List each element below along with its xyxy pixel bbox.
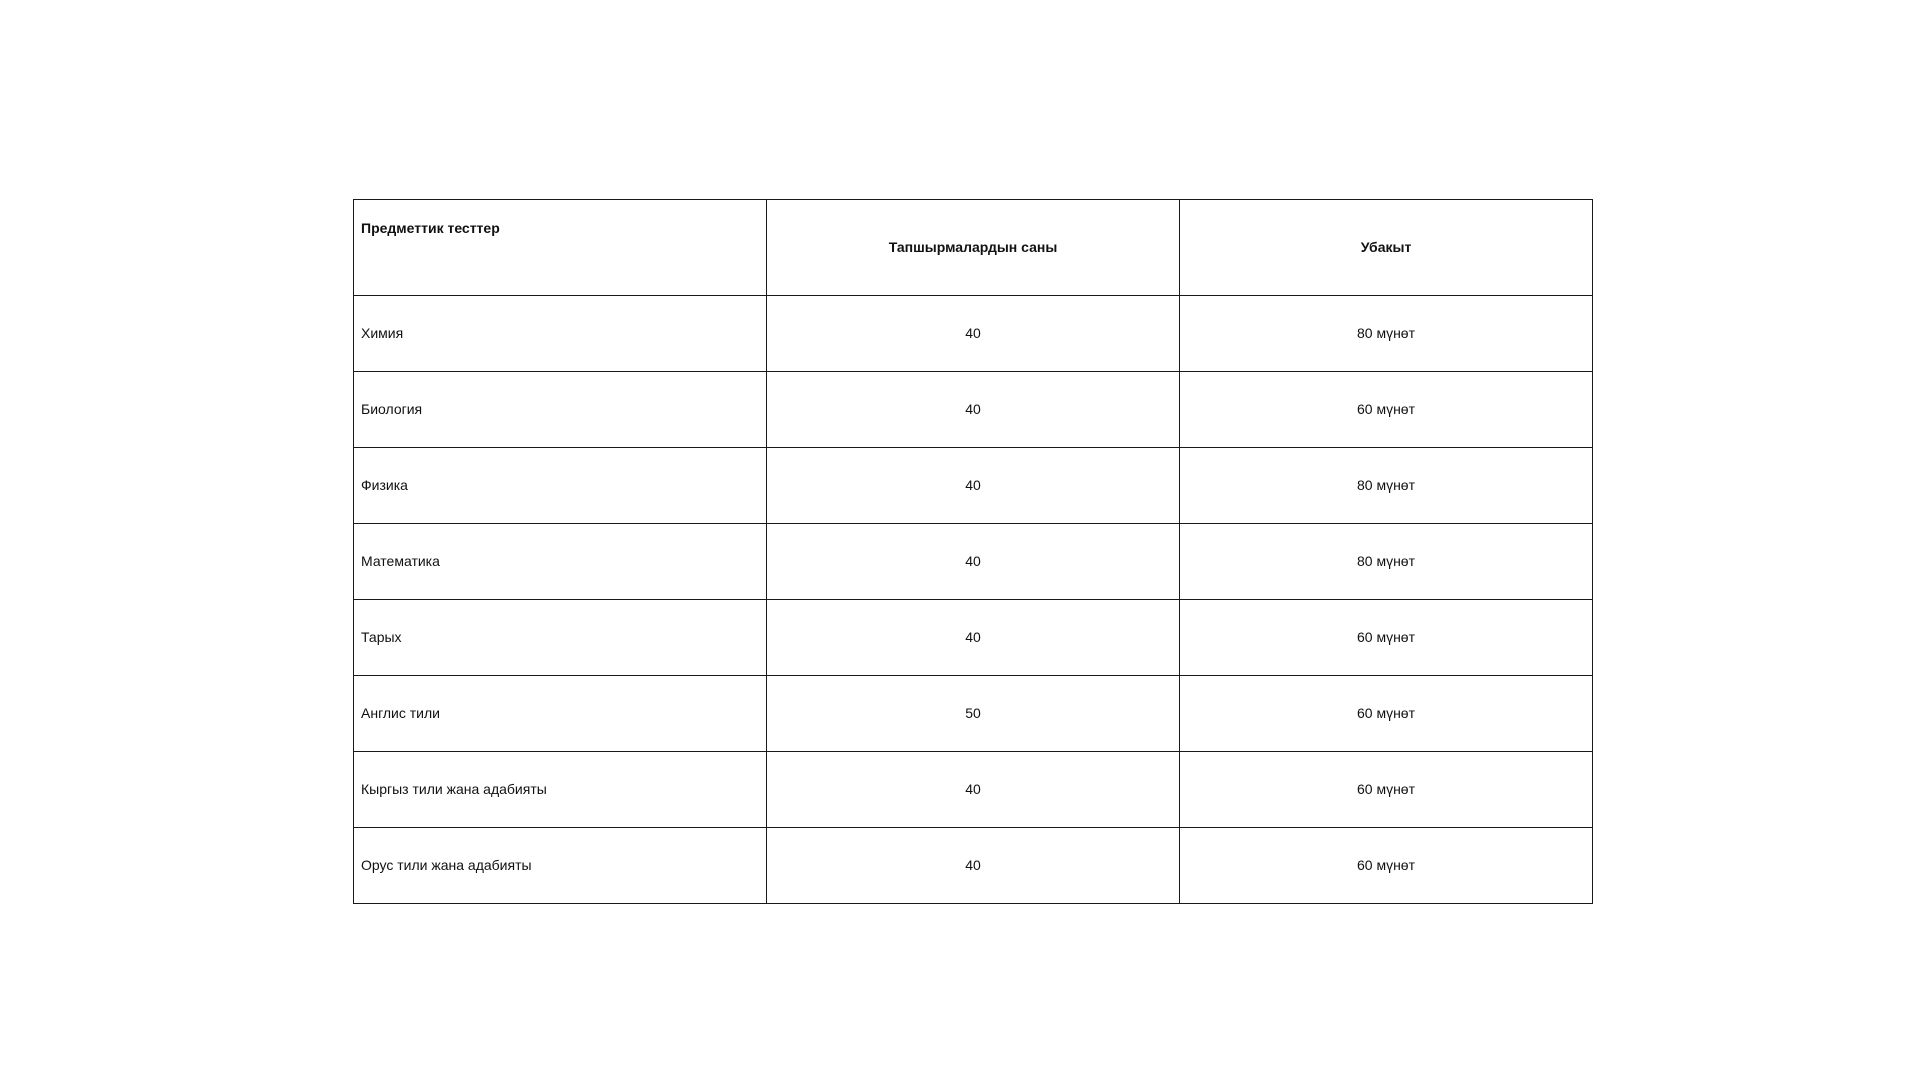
task-count: 40 bbox=[767, 372, 1180, 448]
subject-name: Англис тили bbox=[354, 676, 767, 752]
time-value: 80 мүнөт bbox=[1180, 448, 1593, 524]
task-count: 40 bbox=[767, 752, 1180, 828]
time-value: 60 мүнөт bbox=[1180, 828, 1593, 904]
table-row bbox=[354, 372, 1593, 448]
subject-name: Физика bbox=[354, 448, 767, 524]
table-header-row bbox=[354, 200, 1593, 296]
subject-name: Математика bbox=[354, 524, 767, 600]
table-row bbox=[354, 296, 1593, 372]
subject-name: Биология bbox=[354, 372, 767, 448]
subject-name: Химия bbox=[354, 296, 767, 372]
table-row bbox=[354, 752, 1593, 828]
time-value: 60 мүнөт bbox=[1180, 752, 1593, 828]
header-task-count: Тапшырмалардын саны bbox=[767, 200, 1180, 296]
task-count: 50 bbox=[767, 676, 1180, 752]
task-count: 40 bbox=[767, 828, 1180, 904]
table-row bbox=[354, 448, 1593, 524]
time-value: 60 мүнөт bbox=[1180, 600, 1593, 676]
table-row bbox=[354, 600, 1593, 676]
table-row bbox=[354, 676, 1593, 752]
table-row bbox=[354, 828, 1593, 904]
table-row bbox=[354, 524, 1593, 600]
subject-tests-table bbox=[353, 199, 1593, 904]
task-count: 40 bbox=[767, 600, 1180, 676]
time-value: 60 мүнөт bbox=[1180, 676, 1593, 752]
task-count: 40 bbox=[767, 296, 1180, 372]
time-value: 80 мүнөт bbox=[1180, 296, 1593, 372]
subject-name: Тарых bbox=[354, 600, 767, 676]
subject-name: Кыргыз тили жана адабияты bbox=[354, 752, 767, 828]
time-value: 80 мүнөт bbox=[1180, 524, 1593, 600]
subject-name: Орус тили жана адабияты bbox=[354, 828, 767, 904]
task-count: 40 bbox=[767, 524, 1180, 600]
header-time: Убакыт bbox=[1180, 200, 1593, 296]
header-subject-tests: Предметтик тесттер bbox=[354, 200, 767, 296]
time-value: 60 мүнөт bbox=[1180, 372, 1593, 448]
task-count: 40 bbox=[767, 448, 1180, 524]
